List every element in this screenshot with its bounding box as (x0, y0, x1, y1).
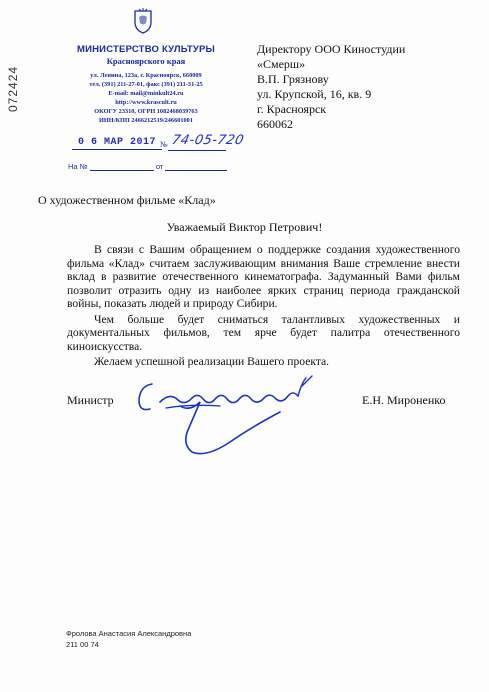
handwritten-signature (130, 372, 340, 462)
addressee-line: ул. Крупской, 16, кв. 9 (257, 87, 372, 101)
reference-date-blank (165, 163, 227, 171)
ministry-region: Красноярского края (106, 56, 186, 66)
executor-name: Фролова Анастасия Александровна (66, 629, 192, 638)
addressee-block (257, 42, 405, 132)
salutation: Уважаемый Виктор Петрович! (166, 220, 323, 234)
reference-number-blank (90, 163, 154, 171)
ministry-address: ул. Ленина, 123а, г. Красноярск, 660009 (90, 72, 202, 79)
registration-number: 072424 (6, 65, 20, 112)
addressee-line: г. Красноярск (257, 102, 327, 116)
addressee-line: «Смерш» (257, 57, 306, 71)
body-paragraph: Чем больше будет сниматься талантливых художественных и документальных фильмов, тем ярче будет палитра отечественного киноискусства. (67, 312, 460, 353)
ministry-inn: ИНН/КПП 2466212519/246601001 (99, 117, 193, 124)
executor-phone: 211 00 74 (66, 640, 99, 649)
ministry-email: E-mail: mail@minkult24.ru (108, 90, 184, 97)
coat-of-arms-icon (133, 8, 153, 34)
body-paragraph: В связи с Вашим обращением о поддержке создания художественного фильма «Клад» считаем заслуживающим внимания Ваше стремление внести вклад в развитие отечественного кинематографа. Задуманный Вами фильм позволит отразить одну из наиболее ярких страниц периода гражданской войны, показать людей и природу Сибири. (67, 243, 460, 310)
addressee-line: 660062 (257, 117, 293, 131)
letter-body (67, 243, 460, 369)
reference-from-label: от (155, 162, 164, 171)
signatory-name: Е.Н. Мироненко (362, 393, 446, 407)
subject-line: О художественном фильме «Клад» (38, 193, 216, 207)
addressee-line: Директору ООО Киностудии (257, 42, 406, 56)
outgoing-number: 74-05-720 (170, 133, 246, 148)
reference-line (68, 162, 227, 171)
signatory-role: Министр (67, 393, 114, 407)
reference-on-label: На № (68, 162, 88, 171)
ministry-site: http://www.krascult.ru (115, 99, 177, 106)
addressee-line: В.П. Грязнову (257, 72, 329, 86)
ministry-okogu: ОКОГУ 23310, ОГРН 1082468039763 (94, 108, 198, 115)
ministry-phone: тел. (391) 211-27-01, факс (391) 211-31-25 (89, 81, 203, 88)
date-stamp: 0 6 МАР 2017 (78, 137, 157, 148)
ministry-name: МИНИСТЕРСТВО КУЛЬТУРЫ (76, 44, 216, 55)
letterhead (66, 44, 226, 125)
executor-footer (66, 628, 191, 650)
number-sign: № (160, 140, 168, 149)
number-underline (168, 150, 226, 151)
body-paragraph: Желаем успешной реализации Вашего проекта. (94, 355, 330, 368)
